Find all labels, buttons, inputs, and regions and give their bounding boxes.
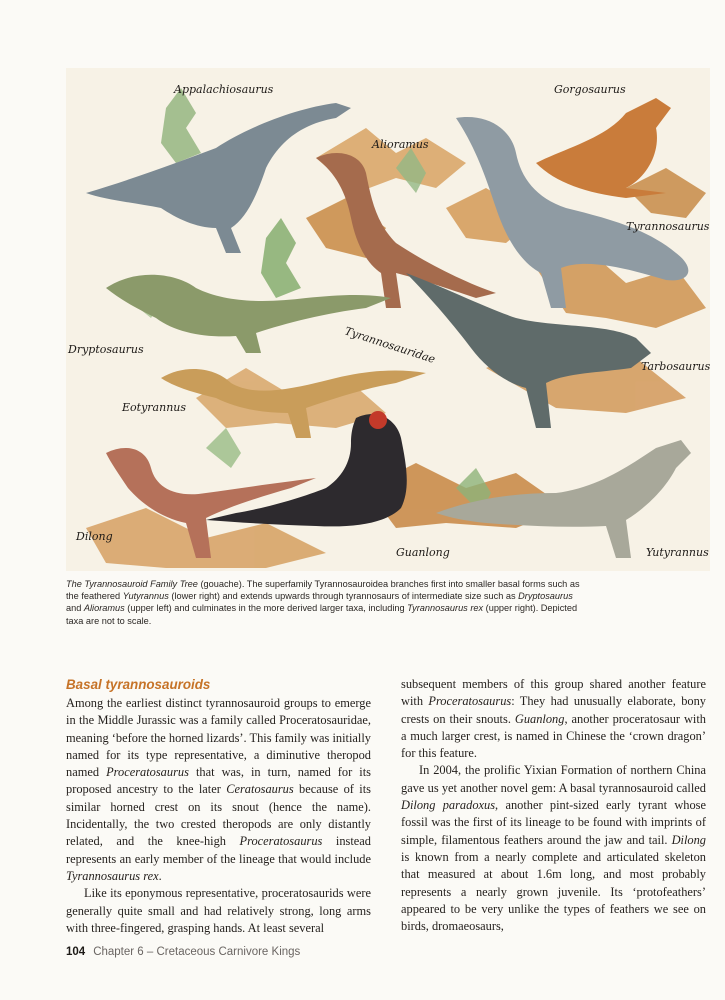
article-column-left [66, 676, 371, 937]
paragraph-text: : They had unusually elaborate, bony crests on their snouts. [401, 694, 706, 726]
caption-taxon: Yutyrannus [122, 591, 169, 602]
caption-text: (lower right) and extends upwards through tyrannosaurs of intermediate size such as [168, 591, 519, 602]
paragraph-1 [66, 695, 371, 885]
chapter-title: Chapter 6 – Cretaceous Carnivore Kings [93, 946, 301, 958]
paragraph-text: , another pint-sized early tyrant whose fossil was the first of its lineage to be found with imprints of simple, filamentous feathers around the jaw and tail. [401, 798, 706, 847]
taxon-name: Tyrannosaurus rex [66, 868, 159, 883]
label-dilong: Dilong [76, 530, 113, 543]
caption-taxon: Tyrannosaurus rex [407, 603, 484, 614]
taxon-name: Proceratosaurus [428, 694, 512, 709]
label-eotyrannus: Eotyrannus [122, 401, 187, 414]
paragraph-text: , another proceratosaur with a much larger crest, is named in Chinese the ‘crown dragon’ for this feature. [401, 711, 706, 761]
paragraph-text: In 2004, the prolific Yixian Formation of northern China gave us yet another novel gem: A basal tyrannosauroid called [401, 763, 706, 795]
caption-text: (upper right). Depicted taxa are not to scale. [66, 603, 578, 626]
tyrannosauroid-family-tree-illustration [66, 68, 710, 571]
paragraph-3 [401, 762, 706, 935]
label-dryptosaurus: Dryptosaurus [68, 343, 144, 356]
label-yutyrannus: Yutyrannus [646, 546, 709, 559]
dinosaur-appalachiosaurus [86, 103, 351, 253]
taxon-name: Proceratosaurus [239, 834, 323, 849]
taxon-name: Guanlong [514, 711, 565, 726]
paragraph-text: that was, in turn, named for its proposed ancestry to the later [66, 765, 371, 797]
caption-text: (gouache). The superfamily Tyrannosauroidea branches first into smaller basal forms such as the feathered [66, 579, 580, 602]
taxon-name: Dilong paradoxus [401, 798, 496, 813]
caption-taxon: Dryptosaurus [518, 591, 573, 602]
label-guanlong: Guanlong [396, 546, 450, 559]
label-tarbosaurus: Tarbosaurus [641, 360, 710, 373]
label-tyrannosauridae: Tyrannosauridae [343, 324, 437, 367]
caption-text: (upper left) and culminates in the more derived larger taxa, including [124, 603, 408, 614]
dinosaur-dryptosaurus [106, 275, 391, 353]
caption-title: The Tyrannosauroid Family Tree [66, 579, 198, 589]
label-appalachiosaurus: Appalachiosaurus [174, 83, 274, 96]
paragraph-text: because of its similar horned crest on its snout (hence the name). Incidentally, the two crested theropods are only distantly related, and the knee-high [66, 782, 371, 849]
page-number: 104 [66, 946, 86, 958]
label-alioramus: Alioramus [372, 138, 429, 151]
illustration-artwork [66, 68, 710, 571]
paragraph-text: subsequent members of this group shared another feature with [401, 677, 706, 709]
paragraph-text: . [158, 868, 162, 883]
caption-text: and [66, 603, 84, 614]
page-footer [66, 946, 300, 958]
figure-caption [66, 578, 586, 627]
paragraph-text: Among the earliest distinct tyrannosauroid groups to emerge in the Middle Jurassic was a family called Proceratosauridae, meaning ‘before the horned lizards’. This family was initially named for its type representative, a diminutive theropod named [66, 696, 371, 780]
label-gorgosaurus: Gorgosaurus [554, 83, 626, 96]
caption-taxon: Alioramus [83, 603, 125, 614]
paragraph-text: Like its eponymous representative, proceratosaurids were generally quite small and had relatively strong, long arms with three-fingered, grasping hands. At least several [66, 886, 371, 935]
paragraph-text: instead represents an early member of the lineage that would include [66, 834, 371, 866]
paragraph-2-continued [401, 676, 706, 762]
paragraph-2 [66, 885, 371, 937]
taxon-name: Ceratosaurus [226, 782, 294, 797]
label-tyrannosaurus: Tyrannosaurus [626, 220, 710, 233]
taxon-name: Dilong [671, 832, 706, 847]
section-heading: Basal tyrannosauroids [66, 677, 211, 692]
article-column-right [401, 676, 706, 935]
paragraph-text: is known from a nearly complete and articulated skeleton that measured at about 1.6m long, and most probably represents a nearly grown juvenile. Its ‘protofeathers’ appeared to be very unlike the types of feathers we see on birds, dromaeosaurs, [401, 849, 706, 934]
taxon-name: Proceratosaurus [106, 765, 189, 780]
